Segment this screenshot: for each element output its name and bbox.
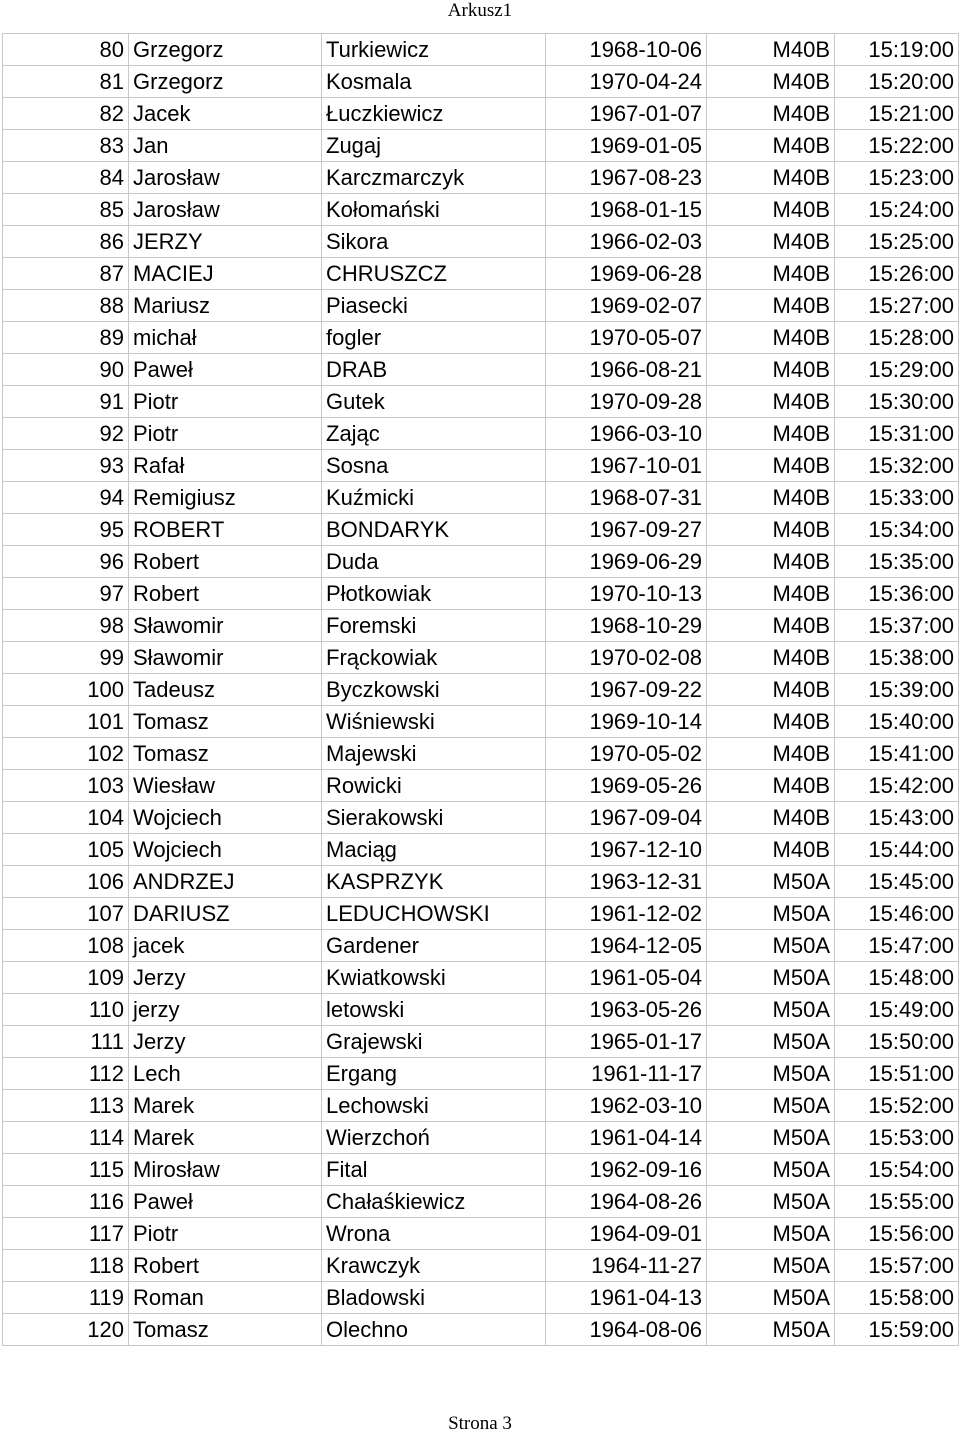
cell-number: 108: [3, 930, 129, 962]
table-row: [3, 930, 959, 962]
cell-birth-date: 1961-05-04: [546, 962, 707, 994]
cell-birth-date: 1963-05-26: [546, 994, 707, 1026]
cell-last-name: DRAB: [322, 354, 546, 386]
cell-number: 91: [3, 386, 129, 418]
cell-birth-date: 1970-10-13: [546, 578, 707, 610]
cell-start-time: 15:26:00: [835, 258, 959, 290]
table-row: [3, 1186, 959, 1218]
cell-first-name: Rafał: [129, 450, 322, 482]
cell-category: M40B: [707, 194, 835, 226]
table-row: [3, 226, 959, 258]
cell-number: 101: [3, 706, 129, 738]
cell-number: 89: [3, 322, 129, 354]
table-row: [3, 130, 959, 162]
cell-last-name: Zugaj: [322, 130, 546, 162]
cell-number: 99: [3, 642, 129, 674]
cell-category: M40B: [707, 130, 835, 162]
cell-birth-date: 1968-01-15: [546, 194, 707, 226]
cell-birth-date: 1963-12-31: [546, 866, 707, 898]
cell-last-name: Olechno: [322, 1314, 546, 1346]
cell-birth-date: 1969-01-05: [546, 130, 707, 162]
table-row: [3, 770, 959, 802]
cell-last-name: Wierzchoń: [322, 1122, 546, 1154]
cell-birth-date: 1966-08-21: [546, 354, 707, 386]
cell-category: M40B: [707, 482, 835, 514]
cell-last-name: Grajewski: [322, 1026, 546, 1058]
cell-first-name: Robert: [129, 1250, 322, 1282]
cell-first-name: Wojciech: [129, 834, 322, 866]
cell-category: M40B: [707, 34, 835, 66]
cell-start-time: 15:47:00: [835, 930, 959, 962]
cell-first-name: jerzy: [129, 994, 322, 1026]
cell-category: M40B: [707, 226, 835, 258]
table-row: [3, 674, 959, 706]
cell-birth-date: 1966-03-10: [546, 418, 707, 450]
table-row: [3, 162, 959, 194]
cell-birth-date: 1970-02-08: [546, 642, 707, 674]
table-row: [3, 1090, 959, 1122]
cell-last-name: CHRUSZCZ: [322, 258, 546, 290]
cell-last-name: Wrona: [322, 1218, 546, 1250]
cell-start-time: 15:42:00: [835, 770, 959, 802]
cell-birth-date: 1969-06-28: [546, 258, 707, 290]
cell-start-time: 15:44:00: [835, 834, 959, 866]
cell-birth-date: 1967-01-07: [546, 98, 707, 130]
cell-first-name: Jarosław: [129, 194, 322, 226]
cell-category: M50A: [707, 1154, 835, 1186]
table-row: [3, 1122, 959, 1154]
cell-birth-date: 1968-10-29: [546, 610, 707, 642]
table-row: [3, 98, 959, 130]
table-row: [3, 514, 959, 546]
cell-start-time: 15:56:00: [835, 1218, 959, 1250]
table-row: [3, 386, 959, 418]
cell-birth-date: 1967-08-23: [546, 162, 707, 194]
cell-number: 110: [3, 994, 129, 1026]
table-row: [3, 994, 959, 1026]
cell-last-name: BONDARYK: [322, 514, 546, 546]
cell-first-name: michał: [129, 322, 322, 354]
cell-category: M50A: [707, 1186, 835, 1218]
cell-birth-date: 1964-08-26: [546, 1186, 707, 1218]
cell-last-name: Łuczkiewicz: [322, 98, 546, 130]
cell-number: 103: [3, 770, 129, 802]
cell-last-name: Krawczyk: [322, 1250, 546, 1282]
cell-start-time: 15:54:00: [835, 1154, 959, 1186]
table-row: [3, 290, 959, 322]
cell-birth-date: 1970-05-07: [546, 322, 707, 354]
cell-number: 98: [3, 610, 129, 642]
cell-category: M50A: [707, 1122, 835, 1154]
cell-last-name: Kwiatkowski: [322, 962, 546, 994]
cell-last-name: Płotkowiak: [322, 578, 546, 610]
cell-first-name: Mariusz: [129, 290, 322, 322]
cell-birth-date: 1969-06-29: [546, 546, 707, 578]
table-row: [3, 1026, 959, 1058]
cell-last-name: Rowicki: [322, 770, 546, 802]
table-row: [3, 898, 959, 930]
cell-birth-date: 1970-05-02: [546, 738, 707, 770]
table-row: [3, 1218, 959, 1250]
cell-start-time: 15:35:00: [835, 546, 959, 578]
cell-start-time: 15:57:00: [835, 1250, 959, 1282]
cell-number: 82: [3, 98, 129, 130]
cell-start-time: 15:55:00: [835, 1186, 959, 1218]
cell-start-time: 15:43:00: [835, 802, 959, 834]
cell-first-name: Piotr: [129, 418, 322, 450]
cell-first-name: Remigiusz: [129, 482, 322, 514]
cell-start-time: 15:31:00: [835, 418, 959, 450]
cell-start-time: 15:27:00: [835, 290, 959, 322]
cell-number: 113: [3, 1090, 129, 1122]
cell-first-name: JERZY: [129, 226, 322, 258]
cell-first-name: Robert: [129, 546, 322, 578]
cell-start-time: 15:52:00: [835, 1090, 959, 1122]
cell-start-time: 15:46:00: [835, 898, 959, 930]
cell-last-name: Frąckowiak: [322, 642, 546, 674]
cell-last-name: Kołomański: [322, 194, 546, 226]
table-row: [3, 258, 959, 290]
cell-birth-date: 1969-10-14: [546, 706, 707, 738]
cell-start-time: 15:32:00: [835, 450, 959, 482]
cell-birth-date: 1969-02-07: [546, 290, 707, 322]
table-row: [3, 418, 959, 450]
cell-birth-date: 1968-07-31: [546, 482, 707, 514]
cell-start-time: 15:58:00: [835, 1282, 959, 1314]
cell-last-name: Wiśniewski: [322, 706, 546, 738]
cell-first-name: Robert: [129, 578, 322, 610]
cell-last-name: Majewski: [322, 738, 546, 770]
cell-start-time: 15:41:00: [835, 738, 959, 770]
table-row: [3, 322, 959, 354]
cell-start-time: 15:20:00: [835, 66, 959, 98]
table-row: [3, 1250, 959, 1282]
table-row: [3, 482, 959, 514]
cell-category: M40B: [707, 546, 835, 578]
cell-last-name: Sierakowski: [322, 802, 546, 834]
cell-last-name: Gardener: [322, 930, 546, 962]
cell-start-time: 15:24:00: [835, 194, 959, 226]
cell-start-time: 15:39:00: [835, 674, 959, 706]
cell-number: 80: [3, 34, 129, 66]
cell-first-name: ROBERT: [129, 514, 322, 546]
cell-first-name: Roman: [129, 1282, 322, 1314]
cell-category: M40B: [707, 610, 835, 642]
cell-category: M50A: [707, 866, 835, 898]
table-row: [3, 1058, 959, 1090]
table-row: [3, 34, 959, 66]
cell-last-name: Gutek: [322, 386, 546, 418]
cell-number: 109: [3, 962, 129, 994]
cell-last-name: letowski: [322, 994, 546, 1026]
cell-number: 87: [3, 258, 129, 290]
cell-category: M40B: [707, 322, 835, 354]
cell-number: 104: [3, 802, 129, 834]
table-row: [3, 610, 959, 642]
cell-number: 85: [3, 194, 129, 226]
cell-category: M40B: [707, 770, 835, 802]
cell-start-time: 15:22:00: [835, 130, 959, 162]
table-body: [3, 34, 959, 1346]
table-row: [3, 834, 959, 866]
table-row: [3, 866, 959, 898]
cell-birth-date: 1962-03-10: [546, 1090, 707, 1122]
cell-category: M40B: [707, 706, 835, 738]
cell-start-time: 15:36:00: [835, 578, 959, 610]
cell-start-time: 15:23:00: [835, 162, 959, 194]
table-row: [3, 1314, 959, 1346]
cell-last-name: Turkiewicz: [322, 34, 546, 66]
table-row: [3, 354, 959, 386]
cell-start-time: 15:29:00: [835, 354, 959, 386]
cell-category: M40B: [707, 642, 835, 674]
cell-category: M50A: [707, 962, 835, 994]
cell-number: 119: [3, 1282, 129, 1314]
cell-number: 97: [3, 578, 129, 610]
cell-first-name: Sławomir: [129, 642, 322, 674]
table-row: [3, 578, 959, 610]
cell-start-time: 15:49:00: [835, 994, 959, 1026]
cell-first-name: Sławomir: [129, 610, 322, 642]
cell-birth-date: 1968-10-06: [546, 34, 707, 66]
cell-birth-date: 1967-09-27: [546, 514, 707, 546]
cell-start-time: 15:25:00: [835, 226, 959, 258]
cell-last-name: Chałaśkiewicz: [322, 1186, 546, 1218]
cell-start-time: 15:38:00: [835, 642, 959, 674]
table-row: [3, 738, 959, 770]
cell-first-name: Piotr: [129, 1218, 322, 1250]
cell-birth-date: 1970-09-28: [546, 386, 707, 418]
cell-birth-date: 1966-02-03: [546, 226, 707, 258]
cell-birth-date: 1961-04-14: [546, 1122, 707, 1154]
table-row: [3, 642, 959, 674]
cell-category: M40B: [707, 386, 835, 418]
cell-category: M50A: [707, 994, 835, 1026]
cell-number: 107: [3, 898, 129, 930]
cell-number: 86: [3, 226, 129, 258]
cell-category: M40B: [707, 290, 835, 322]
cell-first-name: Paweł: [129, 354, 322, 386]
cell-start-time: 15:45:00: [835, 866, 959, 898]
cell-birth-date: 1964-08-06: [546, 1314, 707, 1346]
cell-last-name: Sosna: [322, 450, 546, 482]
cell-last-name: Fital: [322, 1154, 546, 1186]
cell-birth-date: 1965-01-17: [546, 1026, 707, 1058]
table-row: [3, 1282, 959, 1314]
cell-last-name: Bladowski: [322, 1282, 546, 1314]
cell-start-time: 15:21:00: [835, 98, 959, 130]
cell-first-name: Tomasz: [129, 1314, 322, 1346]
cell-last-name: KASPRZYK: [322, 866, 546, 898]
results-table: [2, 33, 959, 1346]
cell-number: 90: [3, 354, 129, 386]
table-row: [3, 546, 959, 578]
table-row: [3, 194, 959, 226]
cell-category: M40B: [707, 738, 835, 770]
cell-last-name: Foremski: [322, 610, 546, 642]
cell-last-name: Zając: [322, 418, 546, 450]
sheet-title: Arkusz1: [447, 0, 513, 21]
cell-category: M40B: [707, 258, 835, 290]
cell-first-name: Jan: [129, 130, 322, 162]
cell-birth-date: 1969-05-26: [546, 770, 707, 802]
cell-last-name: Byczkowski: [322, 674, 546, 706]
table-row: [3, 66, 959, 98]
cell-first-name: Wojciech: [129, 802, 322, 834]
cell-category: M40B: [707, 578, 835, 610]
cell-number: 88: [3, 290, 129, 322]
cell-first-name: Jerzy: [129, 1026, 322, 1058]
cell-category: M40B: [707, 834, 835, 866]
cell-birth-date: 1967-10-01: [546, 450, 707, 482]
cell-start-time: 15:59:00: [835, 1314, 959, 1346]
cell-last-name: Duda: [322, 546, 546, 578]
cell-first-name: Piotr: [129, 386, 322, 418]
cell-category: M40B: [707, 514, 835, 546]
cell-number: 106: [3, 866, 129, 898]
page-footer: Strona 3: [448, 1413, 512, 1434]
cell-first-name: Tomasz: [129, 738, 322, 770]
cell-start-time: 15:28:00: [835, 322, 959, 354]
cell-last-name: Piasecki: [322, 290, 546, 322]
cell-first-name: Grzegorz: [129, 66, 322, 98]
cell-category: M40B: [707, 98, 835, 130]
cell-birth-date: 1961-04-13: [546, 1282, 707, 1314]
cell-birth-date: 1970-04-24: [546, 66, 707, 98]
cell-birth-date: 1961-11-17: [546, 1058, 707, 1090]
cell-first-name: Mirosław: [129, 1154, 322, 1186]
cell-birth-date: 1964-09-01: [546, 1218, 707, 1250]
cell-category: M50A: [707, 930, 835, 962]
cell-number: 84: [3, 162, 129, 194]
cell-start-time: 15:33:00: [835, 482, 959, 514]
cell-first-name: jacek: [129, 930, 322, 962]
cell-start-time: 15:48:00: [835, 962, 959, 994]
cell-number: 96: [3, 546, 129, 578]
cell-category: M50A: [707, 1314, 835, 1346]
cell-number: 115: [3, 1154, 129, 1186]
cell-first-name: MACIEJ: [129, 258, 322, 290]
cell-last-name: fogler: [322, 322, 546, 354]
cell-last-name: Sikora: [322, 226, 546, 258]
cell-number: 100: [3, 674, 129, 706]
cell-category: M40B: [707, 354, 835, 386]
cell-start-time: 15:50:00: [835, 1026, 959, 1058]
cell-number: 102: [3, 738, 129, 770]
cell-first-name: Tadeusz: [129, 674, 322, 706]
cell-number: 94: [3, 482, 129, 514]
cell-number: 114: [3, 1122, 129, 1154]
cell-first-name: Jarosław: [129, 162, 322, 194]
cell-category: M50A: [707, 1250, 835, 1282]
cell-birth-date: 1962-09-16: [546, 1154, 707, 1186]
cell-first-name: Wiesław: [129, 770, 322, 802]
cell-last-name: Karczmarczyk: [322, 162, 546, 194]
cell-last-name: Ergang: [322, 1058, 546, 1090]
cell-number: 112: [3, 1058, 129, 1090]
cell-start-time: 15:53:00: [835, 1122, 959, 1154]
cell-category: M50A: [707, 1282, 835, 1314]
cell-category: M40B: [707, 450, 835, 482]
table-row: [3, 450, 959, 482]
cell-birth-date: 1964-11-27: [546, 1250, 707, 1282]
cell-category: M50A: [707, 1090, 835, 1122]
cell-start-time: 15:19:00: [835, 34, 959, 66]
cell-first-name: Jerzy: [129, 962, 322, 994]
cell-birth-date: 1964-12-05: [546, 930, 707, 962]
cell-number: 93: [3, 450, 129, 482]
cell-start-time: 15:34:00: [835, 514, 959, 546]
cell-number: 105: [3, 834, 129, 866]
cell-number: 81: [3, 66, 129, 98]
cell-number: 117: [3, 1218, 129, 1250]
cell-first-name: Marek: [129, 1090, 322, 1122]
cell-category: M40B: [707, 802, 835, 834]
cell-birth-date: 1967-09-22: [546, 674, 707, 706]
cell-number: 95: [3, 514, 129, 546]
cell-start-time: 15:37:00: [835, 610, 959, 642]
cell-last-name: LEDUCHOWSKI: [322, 898, 546, 930]
table-row: [3, 962, 959, 994]
cell-first-name: Jacek: [129, 98, 322, 130]
cell-category: M40B: [707, 66, 835, 98]
cell-number: 118: [3, 1250, 129, 1282]
cell-category: M40B: [707, 674, 835, 706]
table-row: [3, 706, 959, 738]
table-row: [3, 1154, 959, 1186]
cell-last-name: Maciąg: [322, 834, 546, 866]
cell-category: M40B: [707, 162, 835, 194]
cell-start-time: 15:30:00: [835, 386, 959, 418]
cell-birth-date: 1967-09-04: [546, 802, 707, 834]
cell-category: M50A: [707, 1026, 835, 1058]
cell-first-name: ANDRZEJ: [129, 866, 322, 898]
cell-first-name: Lech: [129, 1058, 322, 1090]
cell-number: 83: [3, 130, 129, 162]
cell-last-name: Kuźmicki: [322, 482, 546, 514]
cell-first-name: Paweł: [129, 1186, 322, 1218]
cell-number: 92: [3, 418, 129, 450]
cell-category: M50A: [707, 898, 835, 930]
cell-first-name: Grzegorz: [129, 34, 322, 66]
cell-number: 116: [3, 1186, 129, 1218]
cell-number: 111: [3, 1026, 129, 1058]
cell-first-name: Tomasz: [129, 706, 322, 738]
cell-category: M50A: [707, 1218, 835, 1250]
cell-first-name: DARIUSZ: [129, 898, 322, 930]
cell-first-name: Marek: [129, 1122, 322, 1154]
cell-birth-date: 1961-12-02: [546, 898, 707, 930]
cell-last-name: Kosmala: [322, 66, 546, 98]
table-row: [3, 802, 959, 834]
cell-start-time: 15:40:00: [835, 706, 959, 738]
cell-category: M40B: [707, 418, 835, 450]
cell-last-name: Lechowski: [322, 1090, 546, 1122]
cell-number: 120: [3, 1314, 129, 1346]
cell-category: M50A: [707, 1058, 835, 1090]
cell-start-time: 15:51:00: [835, 1058, 959, 1090]
cell-birth-date: 1967-12-10: [546, 834, 707, 866]
